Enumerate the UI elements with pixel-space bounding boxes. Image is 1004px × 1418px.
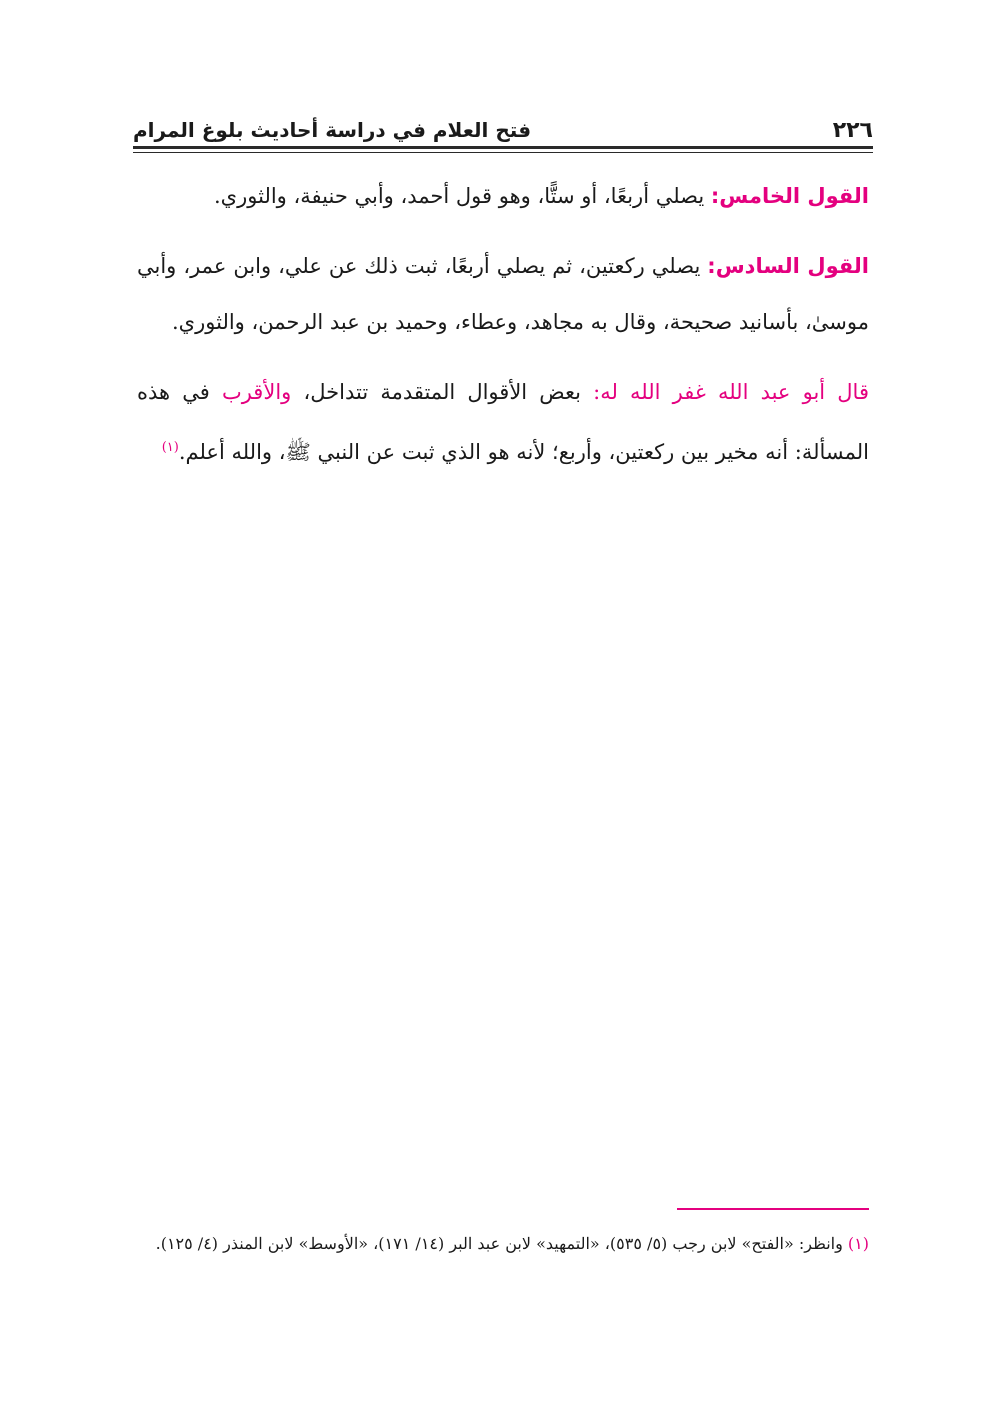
paragraph-author-conclusion bbox=[137, 364, 869, 480]
page-number: ٢٢٦ bbox=[832, 118, 873, 143]
book-title: فتح العلام في دراسة أحاديث بلوغ المرام bbox=[133, 118, 532, 142]
header-rule-thin bbox=[133, 152, 873, 153]
header-rule-thick bbox=[133, 146, 873, 149]
footnote-reference[interactable]: (١) bbox=[161, 440, 179, 455]
footnotes bbox=[137, 1226, 869, 1261]
footnote-number: (١) bbox=[847, 1234, 869, 1253]
footnote-separator bbox=[677, 1208, 869, 1210]
footnote-text: وانظر: «الفتح» لابن رجب (٥/ ٥٣٥)، «التمهيد» لابن عبد البر (١٤/ ١٧١)، «الأوسط» لابن المنذر (٤/ ١٢٥). bbox=[155, 1234, 848, 1253]
running-header bbox=[133, 118, 873, 160]
paragraph-text: يصلي أربعًا، أو ستًّا، وهو قول أحمد، وأبي حنيفة، والثوري. bbox=[214, 184, 711, 208]
paragraph-sixth-opinion bbox=[137, 238, 869, 350]
paragraph-fifth-opinion bbox=[137, 168, 869, 224]
footnote bbox=[137, 1226, 869, 1261]
author-label: قال أبو عبد الله غفر الله له: bbox=[593, 380, 869, 404]
paragraph-text: يصلي ركعتين، ثم يصلي أربعًا، ثبت ذلك عن علي، وابن عمر، وأبي موسىٰ، بأسانيد صحيحة، وقال به مجاهد، وعطاء، وحميد بن عبد الرحمن، والثوري. bbox=[137, 254, 869, 334]
paragraph-text: بعض الأقوال المتقدمة تتداخل، bbox=[291, 380, 594, 404]
paragraph-label: القول الخامس: bbox=[710, 184, 869, 208]
paragraph-label: القول السادس: bbox=[707, 254, 870, 278]
highlight-word: والأقرب bbox=[221, 380, 292, 404]
paragraph-text: في هذه المسألة: أنه مخير بين ركعتين، وأربع؛ لأنه هو الذي ثبت عن النبي ﷺ، والله أعلم. bbox=[137, 380, 869, 464]
main-text bbox=[137, 168, 869, 480]
